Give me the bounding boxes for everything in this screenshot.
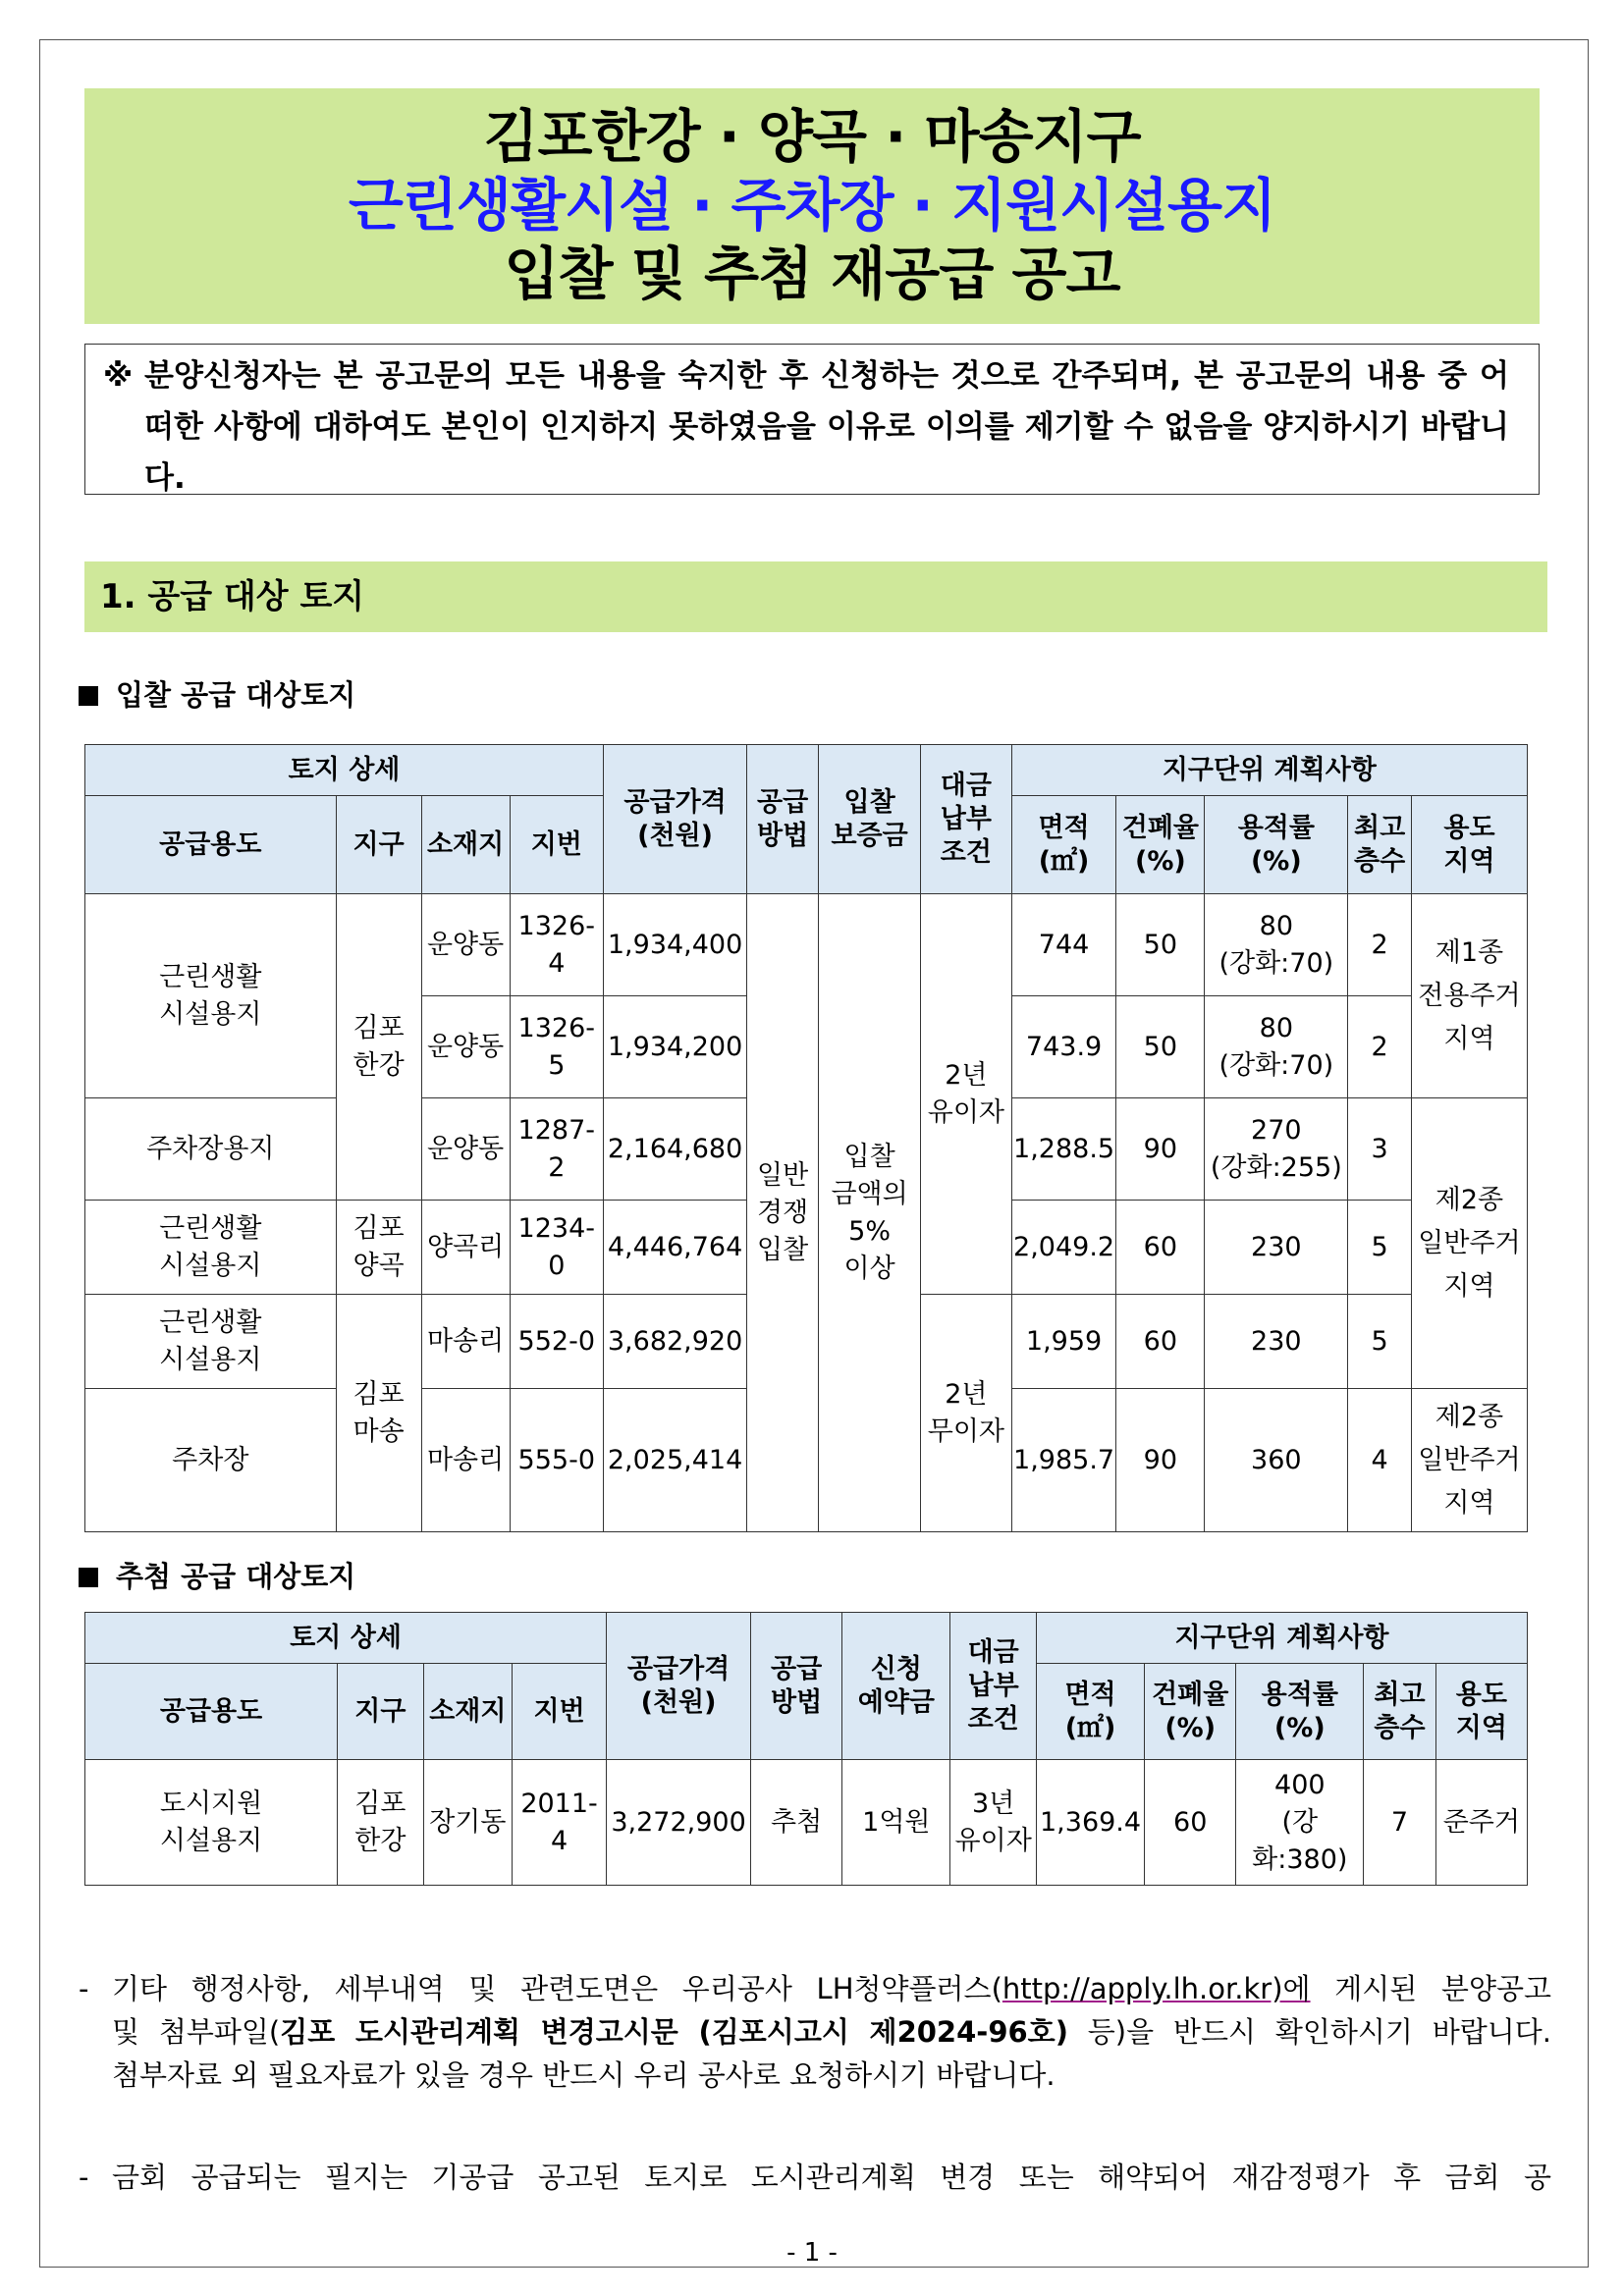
header-district: 지구	[338, 1664, 424, 1760]
header-zone: 용도 지역	[1435, 1664, 1527, 1760]
header-land-detail: 토지 상세	[85, 745, 604, 796]
cell-location: 양곡리	[421, 1201, 510, 1295]
note-1-line-1	[112, 1967, 1551, 2010]
note-text: 및 첨부파일(	[112, 2015, 281, 2049]
square-bullet-icon	[79, 1568, 98, 1587]
header-land-detail: 토지 상세	[85, 1613, 607, 1664]
cell-floors: 4	[1348, 1389, 1412, 1532]
page-number: - 1 -	[786, 2238, 838, 2268]
cell-lot: 1287-2	[510, 1098, 604, 1201]
note-text: 기타 행정사항, 세부내역 및 관련도면은 우리공사 LH청약플러스(	[112, 1972, 1002, 2005]
cell-far: 80 (강화:70)	[1205, 894, 1348, 996]
header-zone: 용도 지역	[1411, 796, 1527, 894]
cell-area: 1,959	[1011, 1295, 1116, 1389]
cell-use: 주차장용지	[85, 1098, 337, 1201]
note-dash: -	[79, 2161, 89, 2194]
header-bcr: 건폐율 (%)	[1145, 1664, 1236, 1760]
lottery-subheading-text: 추첨 공급 대상토지	[116, 1560, 356, 1593]
cell-far: 80 (강화:70)	[1205, 996, 1348, 1098]
notice-text: 분양신청자는 본 공고문의 모든 내용을 숙지한 후 신청하는 것으로 간주되며, 본 공고문의 내용 중 어떠한 사항에 대하여도 본인이 인지하지 못하였음을 이유로 이의를 제기할 수 없음을 양지하시기 바랍니다.	[144, 358, 1509, 496]
cell-zone: 제2종 일반주거 지역	[1411, 1098, 1527, 1389]
note-1	[79, 1967, 1551, 2097]
note-1-line-3: 첨부자료 외 필요자료가 있을 경우 반드시 우리 공사로 요청하시기 바랍니다.	[112, 2058, 1056, 2092]
cell-deposit: 1억원	[842, 1760, 950, 1886]
cell-deposit: 입찰 금액의 5% 이상	[819, 894, 921, 1532]
cell-bcr: 50	[1116, 894, 1205, 996]
cell-location: 운양동	[421, 894, 510, 996]
cell-price: 2,164,680	[604, 1098, 747, 1201]
cell-method: 일반 경쟁 입찰	[747, 894, 819, 1532]
header-location: 소재지	[423, 1664, 512, 1760]
section-heading: 1. 공급 대상 토지	[84, 561, 1547, 632]
header-lot: 지번	[510, 796, 604, 894]
cell-far: 270 (강화:255)	[1205, 1098, 1348, 1201]
cell-use: 근린생활 시설용지	[85, 894, 337, 1098]
cell-payment: 2년 유이자	[921, 894, 1012, 1295]
cell-far: 360	[1205, 1389, 1348, 1532]
header-use: 공급용도	[85, 1664, 338, 1760]
cell-bcr: 60	[1145, 1760, 1236, 1886]
cell-price: 1,934,400	[604, 894, 747, 996]
header-price: 공급가격 (천원)	[607, 1613, 751, 1760]
title-line-2: 근린생활시설 · 주차장 · 지원시설용지	[348, 172, 1276, 239]
bid-subheading	[79, 673, 355, 714]
cell-bcr: 90	[1116, 1098, 1205, 1201]
cell-zone: 준주거	[1435, 1760, 1527, 1886]
cell-use: 근린생활 시설용지	[85, 1201, 337, 1295]
table-row	[85, 1760, 1528, 1886]
cell-lot: 552-0	[510, 1295, 604, 1389]
cell-price: 2,025,414	[604, 1389, 747, 1532]
cell-lot: 1234-0	[510, 1201, 604, 1295]
cell-district: 김포 마송	[336, 1295, 421, 1532]
header-deposit: 신청 예약금	[842, 1613, 950, 1760]
cell-floors: 7	[1364, 1760, 1435, 1886]
cell-price: 3,682,920	[604, 1295, 747, 1389]
bid-land-table	[84, 744, 1528, 1532]
cell-far: 230	[1205, 1201, 1348, 1295]
header-price: 공급가격 (천원)	[604, 745, 747, 894]
cell-district: 김포 양곡	[336, 1201, 421, 1295]
cell-price: 4,446,764	[604, 1201, 747, 1295]
header-floors: 최고 층수	[1364, 1664, 1435, 1760]
cell-zone: 제2종 일반주거 지역	[1411, 1389, 1527, 1532]
header-plan: 지구단위 계획사항	[1036, 1613, 1527, 1664]
cell-location: 장기동	[423, 1760, 512, 1886]
lh-apply-link[interactable]: http://apply.lh.or.kr)에	[1001, 1972, 1311, 2005]
cell-floors: 3	[1348, 1098, 1412, 1201]
header-area: 면적 (㎡)	[1011, 796, 1116, 894]
header-method: 공급 방법	[751, 1613, 842, 1760]
cell-location: 운양동	[421, 996, 510, 1098]
bid-subheading-text: 입찰 공급 대상토지	[116, 678, 356, 712]
note-dash: -	[79, 1972, 89, 2005]
cell-price: 1,934,200	[604, 996, 747, 1098]
cell-floors: 2	[1348, 996, 1412, 1098]
title-line-1: 김포한강 · 양곡 · 마송지구	[483, 103, 1141, 170]
cell-district: 김포 한강	[338, 1760, 424, 1886]
header-lot: 지번	[513, 1664, 607, 1760]
cell-use: 근린생활 시설용지	[85, 1295, 337, 1389]
cell-use: 주차장	[85, 1389, 337, 1532]
note-2	[79, 2156, 1551, 2199]
header-district: 지구	[336, 796, 421, 894]
lottery-land-table	[84, 1612, 1528, 1886]
note-1-line-2	[112, 2010, 1551, 2054]
header-use: 공급용도	[85, 796, 337, 894]
reference-mark: ※	[103, 358, 134, 394]
header-plan: 지구단위 계획사항	[1011, 745, 1527, 796]
cell-lot: 2011-4	[513, 1760, 607, 1886]
cell-bcr: 60	[1116, 1201, 1205, 1295]
cell-payment: 2년 무이자	[921, 1295, 1012, 1532]
cell-far: 230	[1205, 1295, 1348, 1389]
header-location: 소재지	[421, 796, 510, 894]
lottery-subheading	[79, 1555, 355, 1595]
title-banner	[84, 88, 1540, 324]
note-2-text: 금회 공급되는 필지는 기공급 공고된 토지로 도시관리계획 변경 또는 해약되어 재감정평가 후 금회 공	[112, 2161, 1551, 2194]
cell-location: 마송리	[421, 1389, 510, 1532]
cell-bcr: 60	[1116, 1295, 1205, 1389]
cell-method: 추첨	[751, 1760, 842, 1886]
cell-area: 1,369.4	[1036, 1760, 1144, 1886]
table-row	[85, 894, 1528, 996]
cell-zone: 제1종 전용주거 지역	[1411, 894, 1527, 1098]
cell-area: 744	[1011, 894, 1116, 996]
cell-floors: 5	[1348, 1295, 1412, 1389]
cell-use: 도시지원 시설용지	[85, 1760, 338, 1886]
square-bullet-icon	[79, 686, 98, 706]
note-text: 등)을 반드시 확인하시기 바랍니다.	[1067, 2015, 1551, 2049]
cell-bcr: 50	[1116, 996, 1205, 1098]
header-deposit: 입찰 보증금	[819, 745, 921, 894]
cell-payment: 3년 유이자	[950, 1760, 1037, 1886]
cell-district: 김포 한강	[336, 894, 421, 1201]
cell-lot: 555-0	[510, 1389, 604, 1532]
cell-far: 400 (강화:380)	[1236, 1760, 1364, 1886]
cell-bcr: 90	[1116, 1389, 1205, 1532]
cell-area: 743.9	[1011, 996, 1116, 1098]
cell-price: 3,272,900	[607, 1760, 751, 1886]
note-text: 게시된 분양공고	[1310, 1972, 1551, 2005]
cell-area: 1,288.5	[1011, 1098, 1116, 1201]
header-bcr: 건폐율 (%)	[1116, 796, 1205, 894]
header-far: 용적률 (%)	[1236, 1664, 1364, 1760]
notice-box	[84, 344, 1540, 495]
cell-floors: 5	[1348, 1201, 1412, 1295]
header-far: 용적률 (%)	[1205, 796, 1348, 894]
header-area: 면적 (㎡)	[1036, 1664, 1144, 1760]
cell-area: 1,985.7	[1011, 1389, 1116, 1532]
cell-floors: 2	[1348, 894, 1412, 996]
header-payment: 대금 납부 조건	[921, 745, 1012, 894]
cell-location: 마송리	[421, 1295, 510, 1389]
cell-area: 2,049.2	[1011, 1201, 1116, 1295]
title-line-3: 입찰 및 추첨 재공급 공고	[504, 240, 1120, 307]
note-bold-text: 김포 도시관리계획 변경고시문 (김포시고시 제2024-96호)	[280, 2015, 1068, 2049]
cell-lot: 1326-5	[510, 996, 604, 1098]
cell-lot: 1326-4	[510, 894, 604, 996]
header-floors: 최고 층수	[1348, 796, 1412, 894]
header-method: 공급 방법	[747, 745, 819, 894]
cell-location: 운양동	[421, 1098, 510, 1201]
header-payment: 대금 납부 조건	[950, 1613, 1037, 1760]
